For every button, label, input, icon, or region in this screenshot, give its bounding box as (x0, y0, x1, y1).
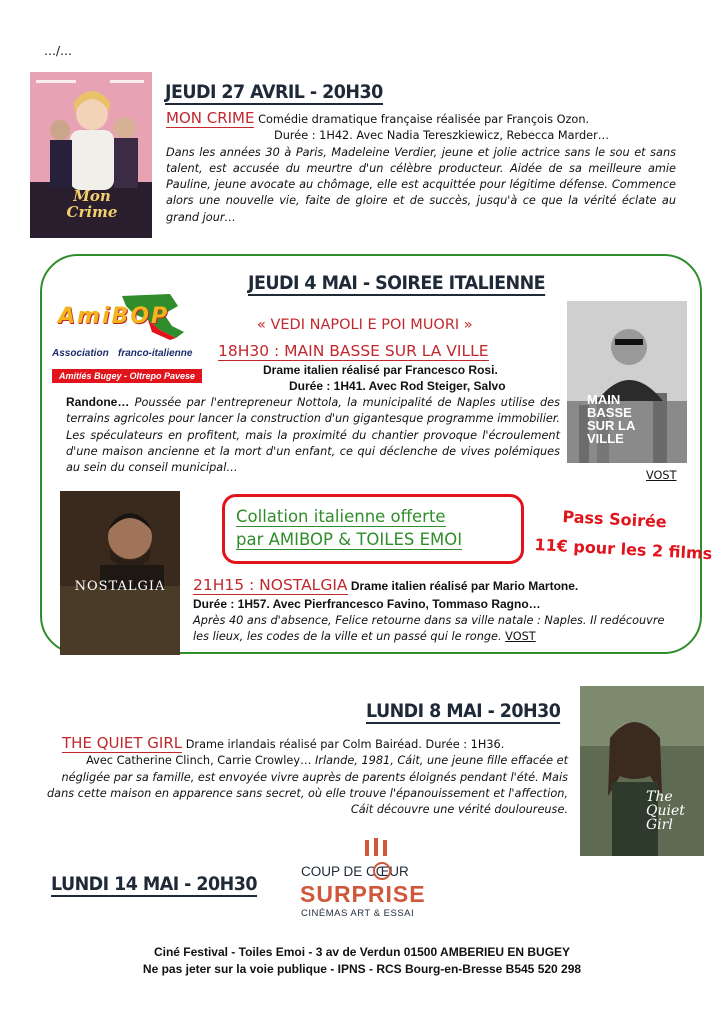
film1-line2: Durée : 1H41. Avec Rod Steiger, Salvo (289, 379, 506, 393)
nostalgia-poster (60, 491, 180, 655)
quiet-girl-line2: Avec Catherine Clinch, Carrie Crowley… (86, 754, 312, 768)
quiet-girl-line1: Drame irlandais réalisé par Colm Bairéad. Durée : 1H36. (182, 738, 505, 751)
surprise-date: LUNDI 14 MAI - 20H30 (51, 873, 257, 895)
quiet-girl-synopsis: Irlande, 1981, Cáit, une jeune fille effacée et négligée par sa famille, est envoyée vivre auprès de parents éloignés pendant l'été. Mais dans cette maison en apparence sans secret, où elle trouve l'épanouissement et l'affection, Cáit découvre une vérité douloureuse. (47, 754, 568, 817)
footer-line1: Ciné Festival - Toiles Emoi - 3 av de Verdun 01500 AMBERIEU EN BUGEY (153, 945, 571, 959)
film1-synopsis-block (66, 394, 560, 476)
main-basse-poster-title: MAIN BASSE SUR LA VILLE (587, 392, 635, 446)
quiet-girl-block (46, 735, 568, 818)
film2-vost: VOST (505, 630, 536, 644)
film2-synopsis: Après 40 ans d'absence, Felice retourne dans sa ville natale : Naples. Il redécouvre les lieux, les codes de la ville et un passé qui le ronge. (193, 614, 665, 644)
pass-line2: 11€ pour les 2 films (534, 535, 713, 564)
film2-time-title: 21H15 : NOSTALGIA (193, 576, 348, 594)
film2-heading (193, 575, 578, 594)
amibop-logo-text: AmiBOP (58, 304, 170, 329)
quiet-girl-title: THE QUIET GIRL (62, 734, 183, 752)
coeur-line3: CINÉMAS ART & ESSAI (301, 908, 415, 919)
film1-synopsis: Poussée par l'entrepreneur Nottola, la municipalité de Naples utilise des terrains agricoles pour lancer la construction d'un gigantesque programme immobilier. Les spéculateurs en profitent, mais la proximité du chantier provoque l'écroulement d'une maison ancienne et la mort d'un enfant, ce qui déclenche de vives polémiques au sein du conseil municipal… (66, 396, 560, 475)
film2-line2: Durée : 1H57. Avec Pierfrancesco Favino, Tommaso Ragno… (193, 597, 541, 611)
collation-line2: par AMIBOP & TOILES EMOI (236, 530, 463, 549)
continuation-mark: …/… (44, 44, 73, 58)
main-basse-poster (567, 301, 687, 463)
mon-crime-block (166, 110, 676, 226)
quiet-girl-poster (580, 686, 704, 856)
mon-crime-date: JEUDI 27 AVRIL - 20H30 (165, 81, 383, 103)
film-reel-icon (363, 838, 389, 858)
film1-vost: VOST (646, 469, 677, 482)
collation-box (222, 494, 524, 564)
soiree-date: JEUDI 4 MAI - SOIREE ITALIENNE (248, 272, 546, 294)
coeur-line2: SURPRISE (300, 881, 426, 907)
mon-crime-line1: Comédie dramatique française réalisée par François Ozon. (254, 113, 590, 126)
mon-crime-title: MON CRIME (166, 109, 255, 127)
mon-crime-poster-title: Mon Crime (66, 187, 118, 221)
mon-crime-synopsis: Dans les années 30 à Paris, Madeleine Verdier, jeune et jolie actrice sans le sou et sans talent, est accusée du meurtre d'un célèbre producteur. Aidée de sa meilleure amie Pauline, jeune avocate au chômage, elle est acquittée pour légitime défense. Commence alors une nouvelle vie, faite de gloire et de succès, jusqu'à ce que la vérité éclate au grand jour… (166, 145, 676, 224)
soiree-subtitle: « VEDI NAPOLI E POI MUORI » (257, 317, 473, 333)
pass-line1: Pass Soirée (562, 507, 668, 532)
footer-line2: Ne pas jeter sur la voie publique - IPNS - RCS Bourg-en-Bresse B545 520 298 (142, 962, 582, 976)
coeur-line1b: ŒUR (375, 864, 409, 879)
film1-line3: Randone… (66, 395, 130, 409)
amibop-logo (52, 292, 204, 384)
film1-line1: Drame italien réalisé par Francesco Rosi. (263, 363, 498, 377)
heart-circle-icon (373, 862, 391, 880)
mon-crime-line2: Durée : 1H42. Avec Nadia Tereszkiewicz, Rebecca Marder… (274, 129, 610, 143)
film2-line1: Drame italien réalisé par Mario Martone. (347, 579, 579, 593)
nostalgia-poster-title: NOSTALGIA (74, 579, 166, 594)
collation-line1: Collation italienne offerte (236, 507, 446, 526)
quiet-girl-date: LUNDI 8 MAI - 20H30 (366, 700, 561, 722)
amibop-band: Amitiés Bugey - Oltrepo Pavese (52, 369, 202, 383)
amibop-assoc: Association (52, 348, 109, 359)
quiet-girl-poster-title: The Quiet Girl (646, 789, 685, 833)
mon-crime-poster (30, 72, 152, 238)
amibop-franco: franco-italienne (118, 348, 193, 359)
coeur-line1a: COUP DE C (301, 864, 376, 879)
film1-time-title: 18H30 : MAIN BASSE SUR LA VILLE (218, 342, 489, 360)
film2-synopsis-block (193, 613, 679, 646)
coup-de-coeur-logo (297, 838, 437, 928)
